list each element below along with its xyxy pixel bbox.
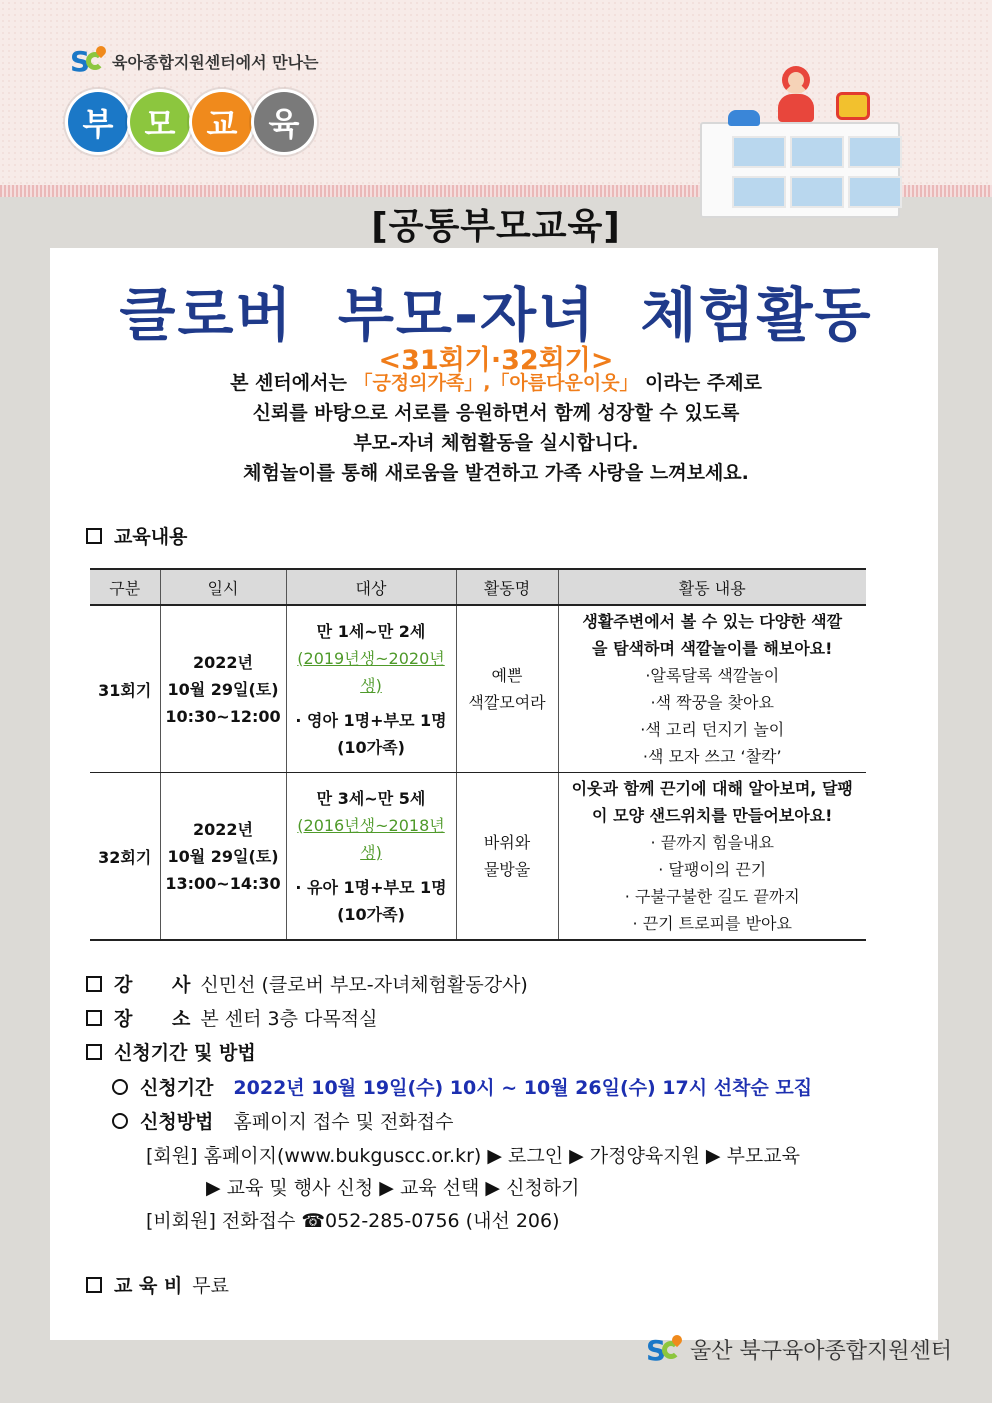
header-cell: 활동 내용 (558, 569, 866, 605)
brand-char-1: 부 (68, 92, 128, 152)
target-cell: 만 1세~만 2세 (2019년생~2020년생) · 영아 1명+부모 1명 (10가족) (286, 605, 456, 773)
activity-name-cell: 바위와 물방울 (456, 773, 558, 941)
brand-char-4: 육 (254, 92, 314, 152)
square-bullet-icon (86, 528, 102, 544)
nonmember-line: [비회원] 전화접수 ☎052-285-0756 (내선 206) (146, 1210, 560, 1232)
toy-car-icon (728, 110, 760, 126)
session-subtitle: <31회기·32회기> (378, 345, 614, 376)
page-title: 클로버 부모-자녀 체험활동 (119, 281, 873, 349)
category-title: [공통부모교육] (371, 206, 621, 247)
section-fee: 교 육 비 무료 (86, 1271, 229, 1298)
intro-line-2: 신뢰를 바탕으로 서로를 응원하면서 함께 성장할 수 있도록 (252, 402, 740, 424)
doll-icon (770, 60, 822, 124)
list-item: ·색 모자 쓰고 ‘찰칵’ (642, 747, 782, 766)
footer-org-name: 울산 북구육아종합지원센터 (690, 1339, 953, 1364)
list-item: ·색 짝꿍을 찾아요 (650, 693, 774, 712)
apply-period-value: 2022년 10월 19일(수) 10시 ~ 10월 26일(수) 17시 선착순 모집 (233, 1077, 813, 1099)
activity-content-cell: 생활주변에서 볼 수 있는 다양한 색깔 을 탐색하며 색깔놀이를 해보아요! ·알록달록 색깔놀이 ·색 짝꿍을 찾아요 ·색 고리 던지기 놀이 ·색 모자 쓰고 ‘찰칵’ (558, 605, 866, 773)
list-item: · 달팽이의 끈기 (658, 860, 767, 879)
list-item: ·알록달록 색깔놀이 (645, 666, 780, 685)
square-bullet-icon (86, 1010, 102, 1026)
brand-char-2: 모 (130, 92, 190, 152)
circle-bullet-icon (112, 1113, 128, 1129)
session-cell: 31회기 (90, 605, 160, 773)
section-instructor: 강 사 신민선 (클로버 부모-자녀체험활동강사) (86, 970, 528, 997)
activity-name-cell: 예쁜 색깔모여라 (456, 605, 558, 773)
logo-mark-icon: S (70, 46, 106, 76)
apply-method-value: 홈페이지 접수 및 전화접수 (233, 1111, 454, 1133)
intro-line-3: 부모-자녀 체험활동을 실시합니다. (353, 432, 639, 454)
theme-highlight: 「긍정의가족」,「아름다운이웃」 (353, 372, 639, 394)
square-bullet-icon (86, 1277, 102, 1293)
toy-shelf-illustration (700, 60, 900, 220)
list-item: · 구불구불한 길도 끝까지 (624, 887, 800, 906)
list-item: ·색 고리 던지기 놀이 (640, 720, 785, 739)
header-cell: 일시 (160, 569, 286, 605)
datetime-cell: 2022년 10월 29일(토) 13:00~14:30 (160, 773, 286, 941)
place-value: 본 센터 3층 다목적실 (200, 1008, 378, 1030)
footer-logo (646, 1334, 952, 1365)
table-header-row (90, 569, 866, 605)
activity-content-cell: 이웃과 함께 끈기에 대해 알아보며, 달팽 이 모양 샌드위치를 만들어보아요! · 끝까지 힘을내요 · 달팽이의 끈기 · 구불구불한 길도 끝까지 · 끈기 트로피를 받아요 (558, 773, 866, 941)
education-table (90, 568, 866, 941)
table-row (90, 773, 866, 941)
section-content: 교육내용 (86, 522, 187, 549)
apply-period-row: 신청기간 2022년 10월 19일(수) 10시 ~ 10월 26일(수) 17시 선착순 모집 (112, 1073, 812, 1100)
fee-value: 무료 (192, 1275, 230, 1297)
target-cell: 만 3세~만 5세 (2016년생~2018년생) · 유아 1명+부모 1명 (10가족) (286, 773, 456, 941)
intro-line-4: 체험놀이를 통해 새로움을 발견하고 가족 사랑을 느껴보세요. (243, 462, 749, 484)
section-place: 장 소 본 센터 3층 다목적실 (86, 1004, 377, 1031)
list-item: · 끝까지 힘을내요 (650, 833, 774, 852)
logo-mark-icon: S (646, 1335, 682, 1365)
member-path-line-2: ▶ 교육 및 행사 신청 ▶ 교육 선택 ▶ 신청하기 (206, 1177, 580, 1199)
tagline: 육아종합지원센터에서 만나는 (112, 52, 319, 72)
instructor-value: 신민선 (클로버 부모-자녀체험활동강사) (200, 974, 528, 996)
datetime-cell: 2022년 10월 29일(토) 10:30~12:00 (160, 605, 286, 773)
session-cell: 32회기 (90, 773, 160, 941)
square-bullet-icon (86, 1044, 102, 1060)
intro-text (0, 368, 992, 488)
header-cell: 활동명 (456, 569, 558, 605)
section-apply: 신청기간 및 방법 (86, 1038, 256, 1065)
square-bullet-icon (86, 976, 102, 992)
member-path-line-1: [회원] 홈페이지(www.bukguscc.or.kr) ▶ 로그인 ▶ 가정양육지원 ▶ 부모교육 (146, 1145, 800, 1167)
list-item: · 끈기 트로피를 받아요 (632, 914, 792, 933)
apply-method-row: 신청방법 홈페이지 접수 및 전화접수 (112, 1107, 453, 1134)
toy-phone-icon (836, 92, 870, 120)
brand-title (68, 92, 314, 152)
brand-char-3: 교 (192, 92, 252, 152)
intro-line-1: 본 센터에서는 「긍정의가족」,「아름다운이웃」 이라는 주제로 (230, 372, 762, 394)
header-cell: 대상 (286, 569, 456, 605)
center-logo (70, 46, 319, 76)
circle-bullet-icon (112, 1079, 128, 1095)
table-row (90, 605, 866, 773)
header-cell: 구분 (90, 569, 160, 605)
